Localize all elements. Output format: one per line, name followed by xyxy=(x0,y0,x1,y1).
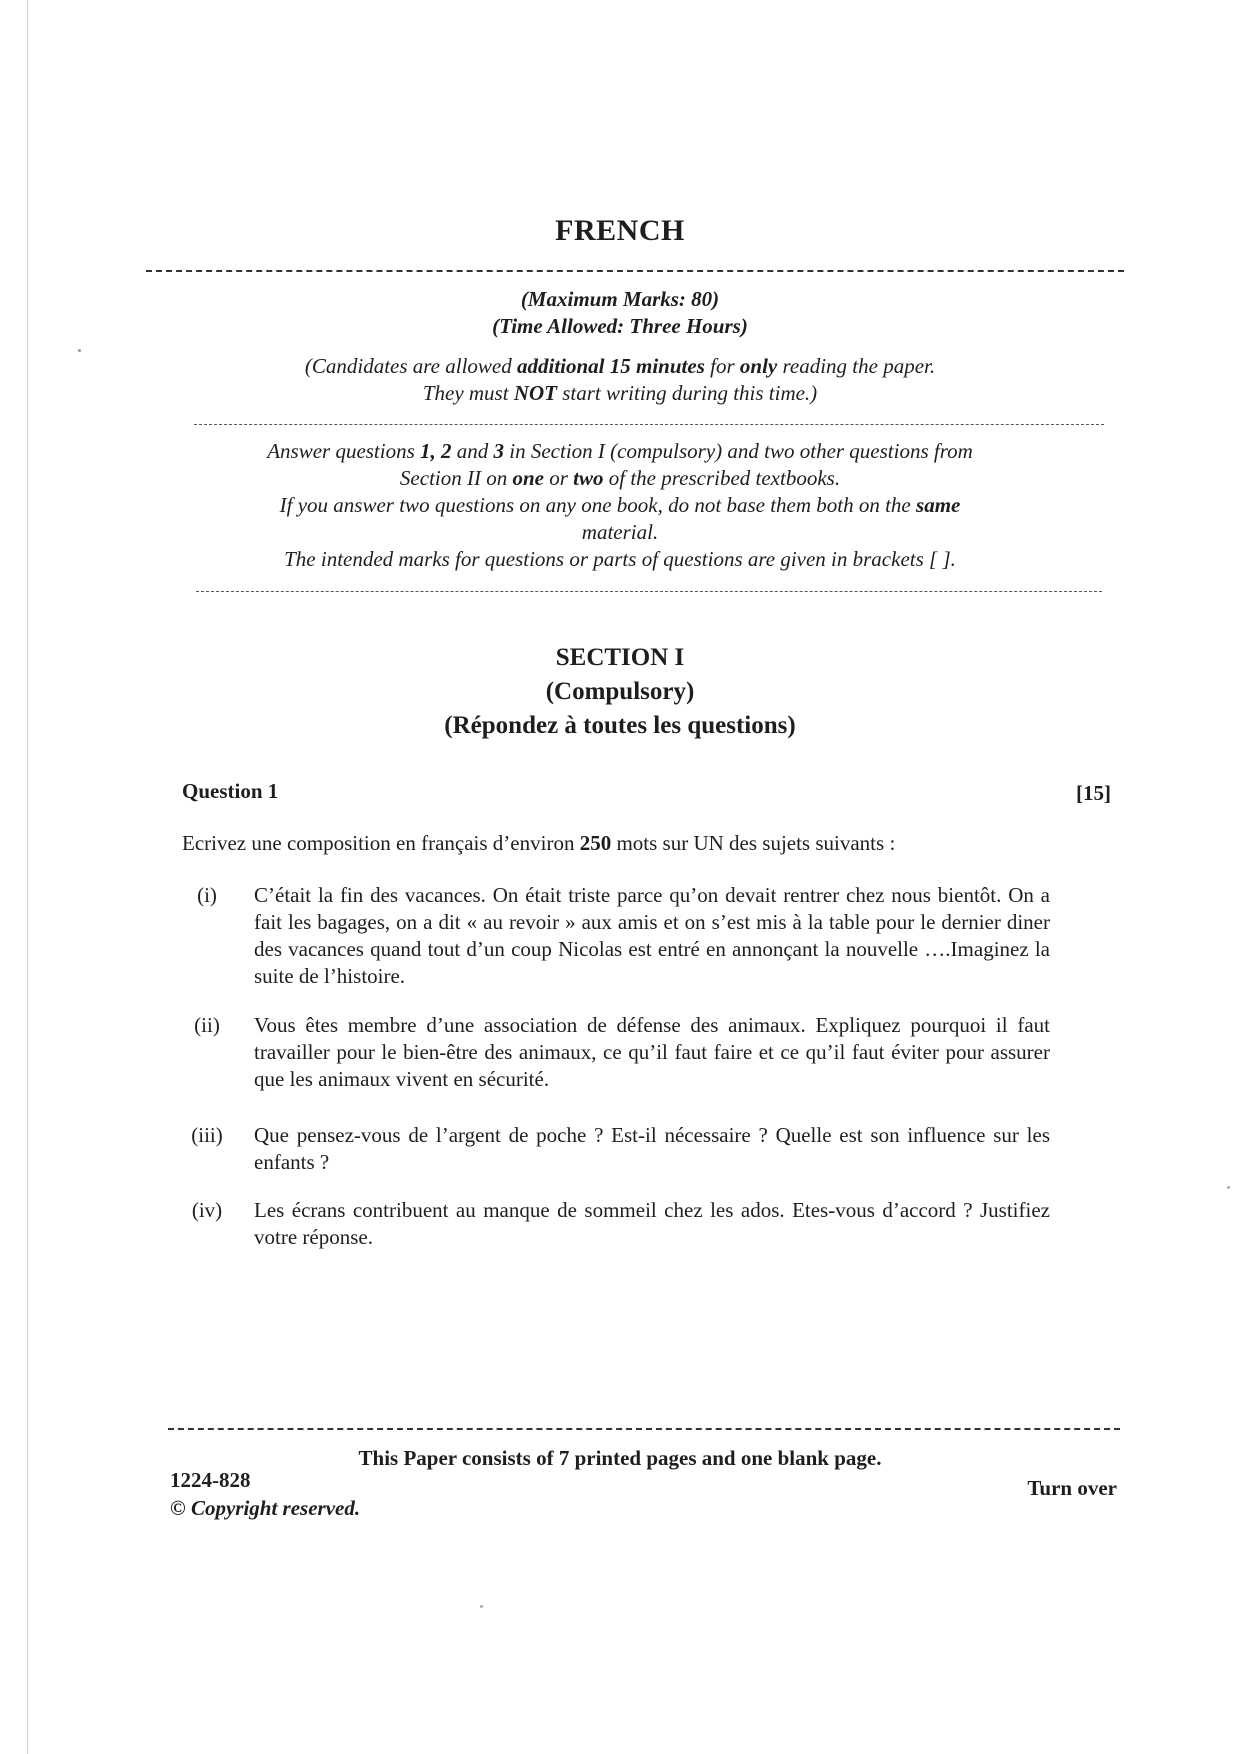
divider xyxy=(146,270,1124,272)
question-intro-text: mots sur UN des sujets suivants : xyxy=(611,831,896,855)
marks-block xyxy=(0,286,1240,340)
option-number: (iv) xyxy=(191,1198,223,1222)
divider xyxy=(194,424,1104,425)
section-instruction: (Répondez à toutes les questions) xyxy=(444,712,796,739)
scan-speck xyxy=(78,349,81,352)
section-subtitle: (Compulsory) xyxy=(545,678,695,705)
reading-note-text: They must xyxy=(422,381,514,405)
max-marks: (Maximum Marks: 80) xyxy=(520,287,720,311)
instruction-emphasis: two xyxy=(573,466,604,490)
scan-speck xyxy=(480,1605,483,1608)
instruction-text: Section II on xyxy=(399,466,513,490)
question-intro-emphasis: 250 xyxy=(579,831,612,855)
instructions-block xyxy=(190,438,1050,573)
page-edge xyxy=(27,0,28,1754)
option-text: Les écrans contribuent au manque de sommeil chez les ados. Etes-vous d’accord ? Justifiez votre réponse. xyxy=(254,1198,1050,1249)
option-text: C’était la fin des vacances. On était triste parce qu’on devait rentrer chez nous bientôt. On a fait les bagages, on a dit « au revoir » aux amis et on s’est mis à la table pour le dernier diner des vacances quand tout d’un coup Nicolas est entré en annonçant la nouvelle ….Imaginez la suite de l’histoire. xyxy=(254,883,1050,988)
instruction-emphasis: 3 xyxy=(493,439,505,463)
reading-note-text: start writing during this time.) xyxy=(556,381,818,405)
instruction-text: material. xyxy=(581,520,659,544)
subject-title: FRENCH xyxy=(555,214,685,247)
section-heading xyxy=(0,641,1240,743)
reading-note xyxy=(0,353,1240,407)
instruction-emphasis: one xyxy=(512,466,544,490)
divider xyxy=(168,1428,1120,1430)
reading-note-text: for xyxy=(704,354,740,378)
reading-note-emphasis: additional 15 minutes xyxy=(517,354,705,378)
instruction-text: in Section I (compulsory) and two other questions from xyxy=(504,439,973,463)
instruction-emphasis: same xyxy=(916,493,961,517)
option-number: (i) xyxy=(197,883,217,907)
question-intro xyxy=(182,830,1082,857)
reading-note-text: (Candidates are allowed xyxy=(304,354,517,378)
question-label: Question 1 xyxy=(182,779,279,803)
scan-speck xyxy=(1227,1186,1230,1189)
copyright-notice: © Copyright reserved. xyxy=(170,1496,361,1520)
time-allowed: (Time Allowed: Three Hours) xyxy=(492,314,748,338)
turn-over-label: Turn over xyxy=(1027,1476,1117,1500)
option-text: Que pensez-vous de l’argent de poche ? Est-il nécessaire ? Quelle est son influence sur les enfants ? xyxy=(254,1123,1050,1174)
section-title: SECTION I xyxy=(555,644,685,671)
reading-note-emphasis: NOT xyxy=(513,381,557,405)
option-number: (iii) xyxy=(191,1123,223,1147)
paper-code: 1224-828 xyxy=(170,1468,251,1492)
question-marks: [15] xyxy=(1076,781,1111,805)
question-intro-text: Ecrivez une composition en français d’environ xyxy=(182,831,580,855)
reading-note-emphasis: only xyxy=(739,354,778,378)
option-number: (ii) xyxy=(194,1013,220,1037)
instruction-text: or xyxy=(543,466,574,490)
instruction-text: Answer questions xyxy=(267,439,421,463)
pages-note: This Paper consists of 7 printed pages and one blank page. xyxy=(358,1446,882,1470)
instruction-text: If you answer two questions on any one book, do not base them both on the xyxy=(279,493,917,517)
option-text: Vous êtes membre d’une association de défense des animaux. Expliquez pourquoi il faut travailler pour le bien-être des animaux, ce qu’il faut faire et ce qu’il faut éviter pour assurer que les animaux vivent en sécurité. xyxy=(254,1013,1050,1091)
instruction-text: of the prescribed textbooks. xyxy=(603,466,841,490)
instruction-emphasis: 1, 2 xyxy=(420,439,452,463)
instruction-text: and xyxy=(451,439,494,463)
instruction-text: The intended marks for questions or parts of questions are given in brackets [ ]. xyxy=(284,547,956,571)
divider xyxy=(196,591,1102,592)
reading-note-text: reading the paper. xyxy=(777,354,936,378)
